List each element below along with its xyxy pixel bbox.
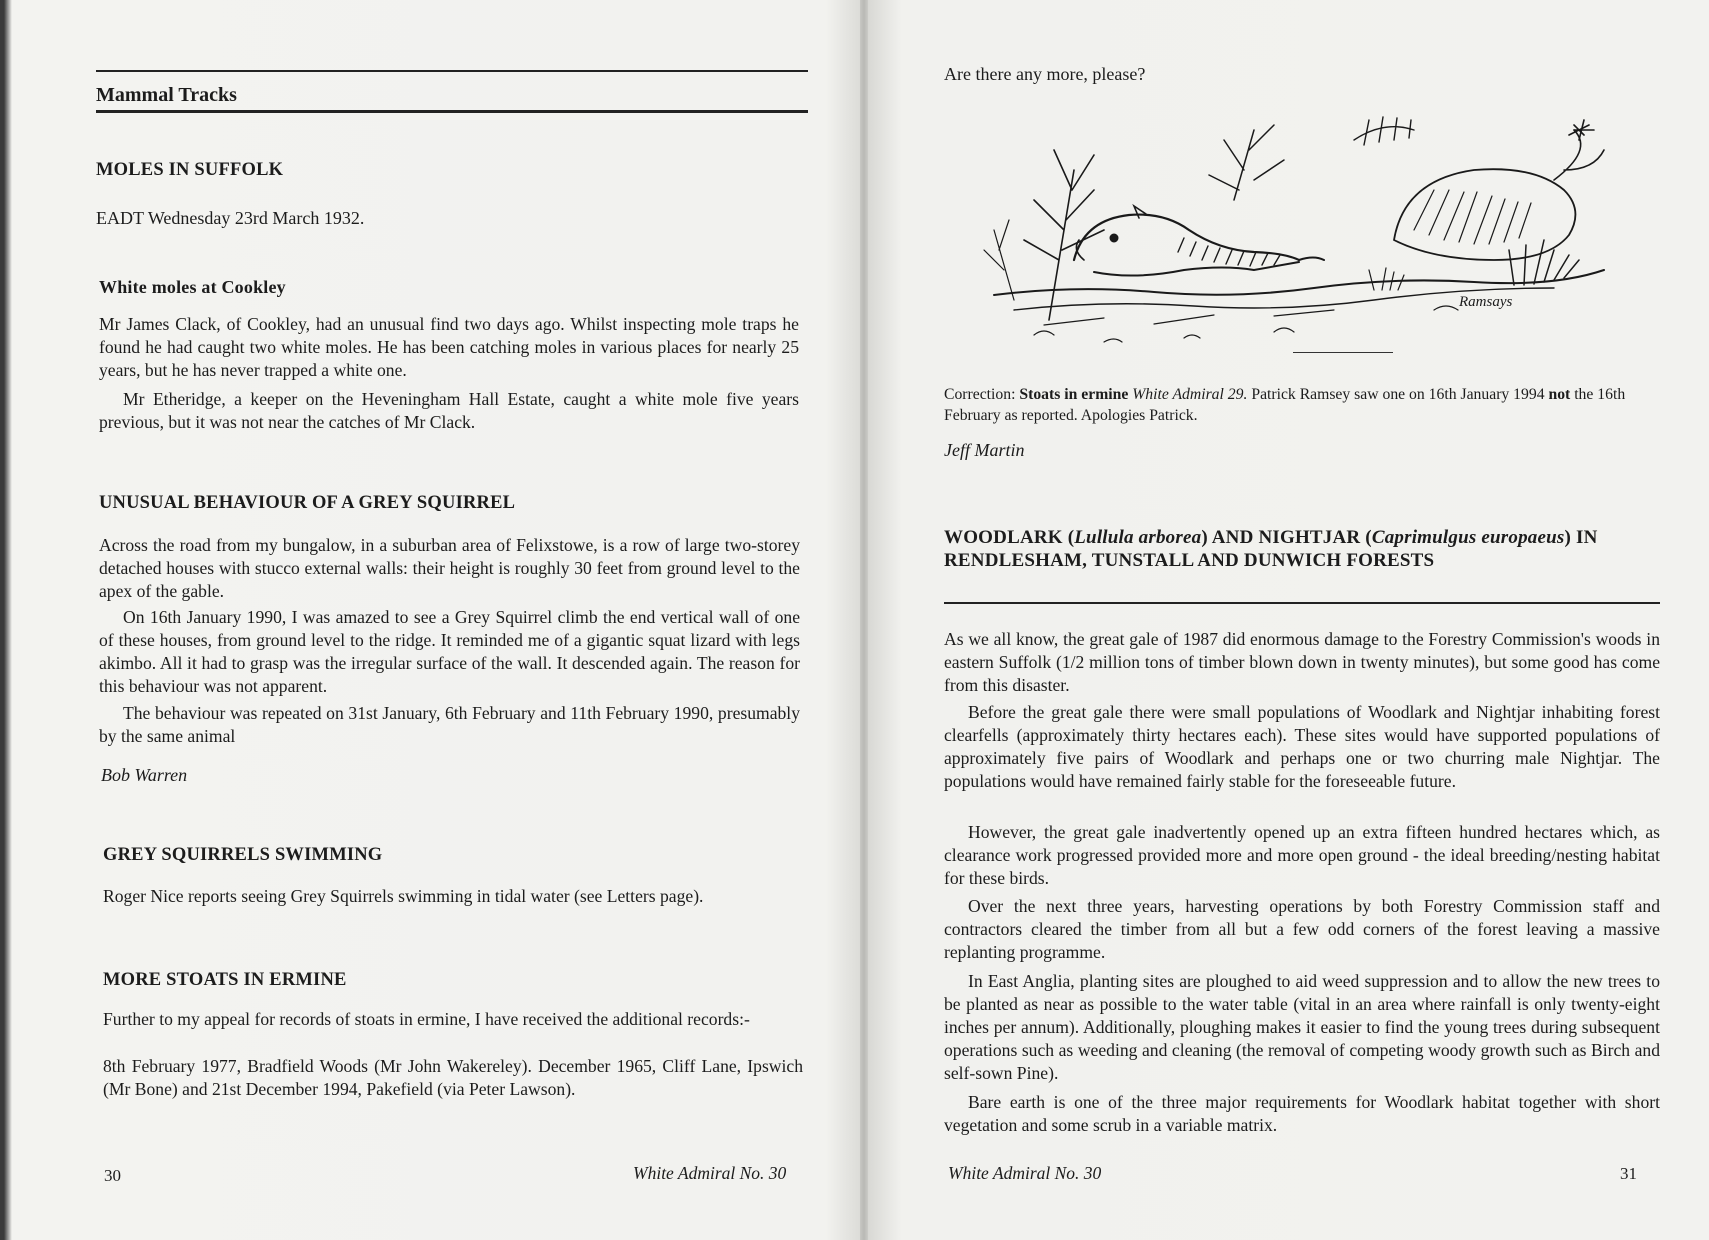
squirrel-heading: UNUSUAL BEHAVIOUR OF A GREY SQUIRREL — [99, 493, 516, 513]
squirrel-paragraph-2: On 16th January 1990, I was amazed to see a Grey Squirrel climb the end vertical wall of one of these houses, from ground level to the ridge. It reminded me of a gigantic squat lizard with legs akimbo. All it had to grasp was the irregular surface of the wall. It descended again. The reason for this behaviour was not apparent. — [99, 607, 800, 696]
correction-prefix: Correction: — [944, 386, 1020, 403]
section-rule-top — [96, 70, 808, 72]
correction-italic-ref: White Admiral 29. — [1128, 386, 1248, 403]
stoat-sketch-illustration — [954, 110, 1654, 365]
woodlark-heading-part1: WOODLARK ( — [944, 527, 1075, 548]
swimming-paragraph: Roger Nice reports seeing Grey Squirrels swimming in tidal water (see Letters page). — [103, 886, 704, 906]
right-page-number: 31 — [1620, 1164, 1637, 1183]
cookley-paragraph-2: Mr Etheridge, a keeper on the Heveningham Hall Estate, caught a white mole five years previous, but it was not near the catches of Mr Clack. — [99, 389, 799, 432]
correction-middle: Patrick Ramsey saw one on 16th January 1994 — [1247, 386, 1549, 403]
intro-question: Are there any more, please? — [944, 64, 1146, 84]
squirrel-paragraph-3: The behaviour was repeated on 31st January, 6th February and 11th February 1990, presumably by the same animal — [99, 703, 800, 746]
woodlark-heading-part3: ) IN RENDLESHAM, TUNSTALL AND DUNWICH FORESTS — [944, 527, 1598, 571]
squirrel-paragraph-1: Across the road from my bungalow, in a suburban area of Felixstowe, is a row of large two-storey detached houses with stucco external walls: their height is roughly 30 feet from ground level to the apex of the gable. — [99, 535, 800, 601]
section-rule-bottom — [96, 110, 808, 113]
correction-author: Jeff Martin — [944, 440, 1025, 460]
swimming-heading: GREY SQUIRRELS SWIMMING — [103, 845, 383, 865]
cookley-paragraph-1: Mr James Clack, of Cookley, had an unusual find two days ago. Whilst inspecting mole traps he found he had caught two white moles. He has been catching moles in various places for nearly 25 years, but he has never trapped a white one. — [99, 314, 799, 380]
sketch-divider — [1293, 352, 1393, 353]
woodlark-paragraph-6: Bare earth is one of the three major requirements for Woodlark habitat together with short vegetation and some scrub in a variable matrix. — [944, 1092, 1660, 1135]
woodlark-paragraph-5: In East Anglia, planting sites are ploughed to aid weed suppression and to allow the new trees to be planted as near as possible to the water table (vital in an area where rainfall is only twenty-eight inches per annum). Additionally, ploughing makes it easier to find the young trees during subsequent operations such as weeding and cleaning (the removal of competing woody growth such as Birch and self-sown Pine). — [944, 971, 1660, 1083]
woodlark-paragraph-3: However, the great gale inadvertently opened up an extra fifteen hundred hectares which, as clearance work progressed provided more and more open ground - the ideal breeding/nesting habitat for these birds. — [944, 822, 1660, 888]
correction-bold-title: Stoats in ermine — [1019, 386, 1129, 403]
sketch-signature: Ramsays — [1459, 294, 1513, 310]
squirrel-author: Bob Warren — [101, 765, 188, 785]
stoats-heading: MORE STOATS IN ERMINE — [103, 970, 347, 990]
woodlark-heading — [944, 526, 1660, 572]
woodlark-heading-latin1: Lullula arborea — [1074, 527, 1202, 548]
woodlark-paragraph-2: Before the great gale there were small populations of Woodlark and Nightjar inhabiting forest clearfells (approximately thirty hectares each). These sites would have supported populations of approximately five pairs of Woodlark and perhaps one or two churring male Nightjar. The populations would have remained fairly stable for the foreseeable future. — [944, 702, 1660, 791]
correction-suffix: the 16th February as reported. Apologies Patrick. — [944, 386, 1626, 424]
correction-bold-not: not — [1548, 386, 1571, 403]
woodlark-paragraph-4: Over the next three years, harvesting operations by both Forestry Commission staff and contractors cleared the timber from all but a few odd corners of the forest leaving a massive replanting programme. — [944, 896, 1660, 962]
woodlark-paragraph-1: As we all know, the great gale of 1987 did enormous damage to the Forestry Commission's woods in eastern Suffolk (1/2 million tons of timber blown down in twenty minutes), but some good has come from this disaster. — [944, 629, 1660, 695]
woodlark-heading-latin2: Caprimulgus europaeus — [1371, 527, 1565, 548]
woodlark-heading-rule — [944, 602, 1660, 604]
woodlark-heading-part2: ) AND NIGHTJAR ( — [1201, 527, 1372, 548]
correction-note — [944, 384, 1658, 426]
moles-source: EADT Wednesday 23rd March 1932. — [96, 208, 365, 228]
right-footer-title: White Admiral No. 30 — [948, 1163, 1102, 1183]
cookley-subheading: White moles at Cookley — [99, 277, 286, 297]
section-title: Mammal Tracks — [96, 84, 237, 106]
left-page-number: 30 — [104, 1166, 121, 1185]
left-footer-title: White Admiral No. 30 — [633, 1163, 787, 1183]
right-page — [868, 0, 1709, 1240]
stoats-paragraph-2: 8th February 1977, Bradfield Woods (Mr John Wakereley). December 1965, Cliff Lane, Ipswich (Mr Bone) and 21st December 1994, Pakefield (via Peter Lawson). — [103, 1056, 803, 1099]
moles-heading: MOLES IN SUFFOLK — [96, 160, 284, 180]
stoats-paragraph-1: Further to my appeal for records of stoats in ermine, I have received the additional records:- — [103, 1009, 750, 1029]
